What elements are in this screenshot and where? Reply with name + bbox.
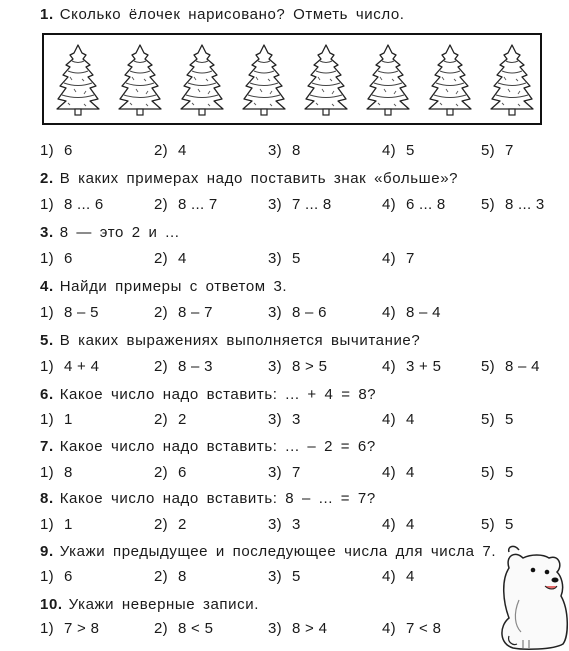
option-value: 6 ... 8 [405, 196, 446, 213]
answer-option[interactable] [154, 358, 213, 375]
question-4 [40, 278, 287, 295]
option-value: 3 + 5 [405, 358, 442, 375]
option-value: 8 ... 3 [504, 196, 545, 213]
question-6 [40, 386, 376, 403]
answer-option[interactable] [382, 620, 441, 637]
answer-option[interactable] [481, 411, 514, 428]
option-number: 2) [154, 464, 168, 481]
answer-option[interactable] [382, 196, 446, 213]
fir-tree-icon [178, 43, 226, 117]
answer-option[interactable] [154, 464, 187, 481]
option-value: 8 [291, 142, 301, 159]
question-text: 8 — это 2 и ... [59, 224, 180, 241]
answer-option[interactable] [154, 620, 213, 637]
answer-option[interactable] [154, 568, 187, 585]
question-number: 8. [40, 490, 54, 507]
answer-option[interactable] [268, 411, 301, 428]
option-value: 4 + 4 [63, 358, 100, 375]
option-number: 3) [268, 620, 282, 637]
option-number: 2) [154, 196, 168, 213]
answer-option[interactable] [268, 464, 301, 481]
option-number: 1) [40, 620, 54, 637]
answer-option[interactable] [481, 142, 514, 159]
question-1 [40, 6, 405, 23]
option-number: 4) [382, 142, 396, 159]
option-number: 3) [268, 411, 282, 428]
fir-tree-icon [488, 43, 536, 117]
answer-option[interactable] [382, 250, 415, 267]
option-value: 8 ... 6 [63, 196, 104, 213]
option-number: 3) [268, 464, 282, 481]
option-number: 2) [154, 516, 168, 533]
question-3 [40, 224, 180, 241]
answer-option[interactable] [481, 196, 545, 213]
answer-option[interactable] [154, 196, 218, 213]
option-number: 4) [382, 516, 396, 533]
answer-option[interactable] [40, 464, 73, 481]
answer-option[interactable] [382, 464, 415, 481]
option-value: 1 [63, 516, 73, 533]
option-value: 7 [405, 250, 415, 267]
option-value: 6 [63, 568, 73, 585]
question-number: 7. [40, 438, 54, 455]
option-value: 8 > 5 [291, 358, 328, 375]
option-value: 6 [177, 464, 187, 481]
question-text: Укажи предыдущее и последующее числа для числа 7. [59, 543, 497, 560]
fir-tree-icon [302, 43, 350, 117]
answer-option[interactable] [481, 464, 514, 481]
answer-option[interactable] [382, 411, 415, 428]
option-number: 4) [382, 464, 396, 481]
question-2 [40, 170, 458, 187]
answer-option[interactable] [268, 304, 327, 321]
question-number: 4. [40, 278, 54, 295]
answer-option[interactable] [154, 250, 187, 267]
option-number: 3) [268, 304, 282, 321]
option-number: 4) [382, 568, 396, 585]
option-number: 5) [481, 358, 495, 375]
option-number: 4) [382, 411, 396, 428]
question-number: 9. [40, 543, 54, 560]
question-text: Сколько ёлочек нарисовано? Отметь число. [59, 6, 405, 23]
answer-option[interactable] [40, 196, 104, 213]
answer-option[interactable] [382, 568, 415, 585]
question-text: Укажи неверные записи. [68, 596, 259, 613]
option-number: 2) [154, 568, 168, 585]
fir-tree-icon [116, 43, 164, 117]
option-number: 1) [40, 516, 54, 533]
question-7 [40, 438, 376, 455]
option-value: 2 [177, 516, 187, 533]
option-number: 4) [382, 358, 396, 375]
fir-tree-icon [240, 43, 288, 117]
answer-option[interactable] [481, 516, 514, 533]
option-number: 1) [40, 304, 54, 321]
option-number: 1) [40, 411, 54, 428]
option-number: 4) [382, 620, 396, 637]
option-value: 4 [405, 568, 415, 585]
option-value: 8 > 4 [291, 620, 328, 637]
answer-option[interactable] [268, 516, 301, 533]
option-value: 7 < 8 [405, 620, 442, 637]
option-number: 4) [382, 196, 396, 213]
question-text: В каких выражениях выполняется вычитание? [59, 332, 421, 349]
option-number: 3) [268, 250, 282, 267]
answer-option[interactable] [268, 142, 301, 159]
answer-option[interactable] [382, 516, 415, 533]
option-value: 8 – 4 [504, 358, 540, 375]
question-10 [40, 596, 259, 613]
answer-option[interactable] [40, 142, 73, 159]
answer-option[interactable] [40, 304, 99, 321]
option-number: 2) [154, 304, 168, 321]
question-number: 6. [40, 386, 54, 403]
answer-option[interactable] [154, 411, 187, 428]
question-text: В каких примерах надо поставить знак «больше»? [59, 170, 459, 187]
answer-option[interactable] [40, 411, 73, 428]
answer-option[interactable] [40, 620, 99, 637]
question-text: Какое число надо вставить: 8 – ... = 7? [59, 490, 376, 507]
answer-option[interactable] [268, 250, 301, 267]
answer-option[interactable] [40, 358, 99, 375]
option-number: 1) [40, 142, 54, 159]
answer-option[interactable] [40, 516, 73, 533]
option-number: 2) [154, 142, 168, 159]
fir-tree-icon [426, 43, 474, 117]
option-value: 8 – 6 [291, 304, 327, 321]
option-number: 4) [382, 250, 396, 267]
question-text: Какое число надо вставить: ... + 4 = 8? [59, 386, 377, 403]
option-value: 8 < 5 [177, 620, 214, 637]
option-value: 6 [63, 250, 73, 267]
option-number: 1) [40, 196, 54, 213]
option-value: 4 [177, 250, 187, 267]
answer-option[interactable] [154, 516, 187, 533]
answer-option[interactable] [40, 250, 73, 267]
option-value: 1 [63, 411, 73, 428]
fir-tree-icon [364, 43, 412, 117]
answer-option[interactable] [268, 196, 332, 213]
option-number: 4) [382, 304, 396, 321]
answer-option[interactable] [382, 142, 415, 159]
question-5 [40, 332, 420, 349]
option-value: 7 [504, 142, 514, 159]
answer-option[interactable] [382, 304, 441, 321]
option-number: 2) [154, 358, 168, 375]
option-value: 5 [504, 411, 514, 428]
option-value: 8 ... 7 [177, 196, 218, 213]
option-value: 5 [504, 516, 514, 533]
option-value: 8 – 3 [177, 358, 213, 375]
option-value: 5 [405, 142, 415, 159]
option-value: 5 [504, 464, 514, 481]
option-value: 5 [291, 568, 301, 585]
question-number: 10. [40, 596, 63, 613]
option-number: 5) [481, 411, 495, 428]
option-value: 2 [177, 411, 187, 428]
option-value: 3 [291, 516, 301, 533]
option-number: 3) [268, 358, 282, 375]
question-number: 1. [40, 6, 54, 23]
option-number: 3) [268, 568, 282, 585]
option-value: 4 [405, 464, 415, 481]
answer-option[interactable] [154, 304, 213, 321]
option-value: 4 [405, 516, 415, 533]
answer-option[interactable] [481, 358, 540, 375]
option-number: 2) [154, 411, 168, 428]
question-9 [40, 543, 496, 560]
polar-bear-icon [493, 540, 569, 651]
option-value: 4 [405, 411, 415, 428]
option-number: 1) [40, 464, 54, 481]
answer-option[interactable] [154, 142, 187, 159]
answer-option[interactable] [268, 568, 301, 585]
option-value: 5 [291, 250, 301, 267]
option-number: 5) [481, 464, 495, 481]
option-value: 6 [63, 142, 73, 159]
answer-option[interactable] [268, 358, 327, 375]
option-value: 7 ... 8 [291, 196, 332, 213]
option-number: 1) [40, 358, 54, 375]
option-value: 4 [177, 142, 187, 159]
option-number: 2) [154, 250, 168, 267]
option-number: 5) [481, 516, 495, 533]
option-value: 7 [291, 464, 301, 481]
option-number: 1) [40, 250, 54, 267]
option-number: 2) [154, 620, 168, 637]
question-text: Найди примеры с ответом 3. [59, 278, 288, 295]
question-8 [40, 490, 376, 507]
option-value: 3 [291, 411, 301, 428]
trees-picture-frame [42, 33, 542, 125]
option-value: 7 > 8 [63, 620, 100, 637]
option-number: 3) [268, 142, 282, 159]
option-number: 3) [268, 196, 282, 213]
fir-tree-icon [54, 43, 102, 117]
option-value: 8 [63, 464, 73, 481]
option-number: 5) [481, 142, 495, 159]
answer-option[interactable] [40, 568, 73, 585]
answer-option[interactable] [382, 358, 441, 375]
question-number: 2. [40, 170, 54, 187]
option-value: 8 [177, 568, 187, 585]
option-number: 5) [481, 196, 495, 213]
question-text: Какое число надо вставить: ... – 2 = 6? [59, 438, 376, 455]
option-number: 3) [268, 516, 282, 533]
answer-option[interactable] [268, 620, 327, 637]
option-value: 8 – 4 [405, 304, 441, 321]
question-number: 5. [40, 332, 54, 349]
option-value: 8 – 7 [177, 304, 213, 321]
question-number: 3. [40, 224, 54, 241]
option-value: 8 – 5 [63, 304, 99, 321]
option-number: 1) [40, 568, 54, 585]
